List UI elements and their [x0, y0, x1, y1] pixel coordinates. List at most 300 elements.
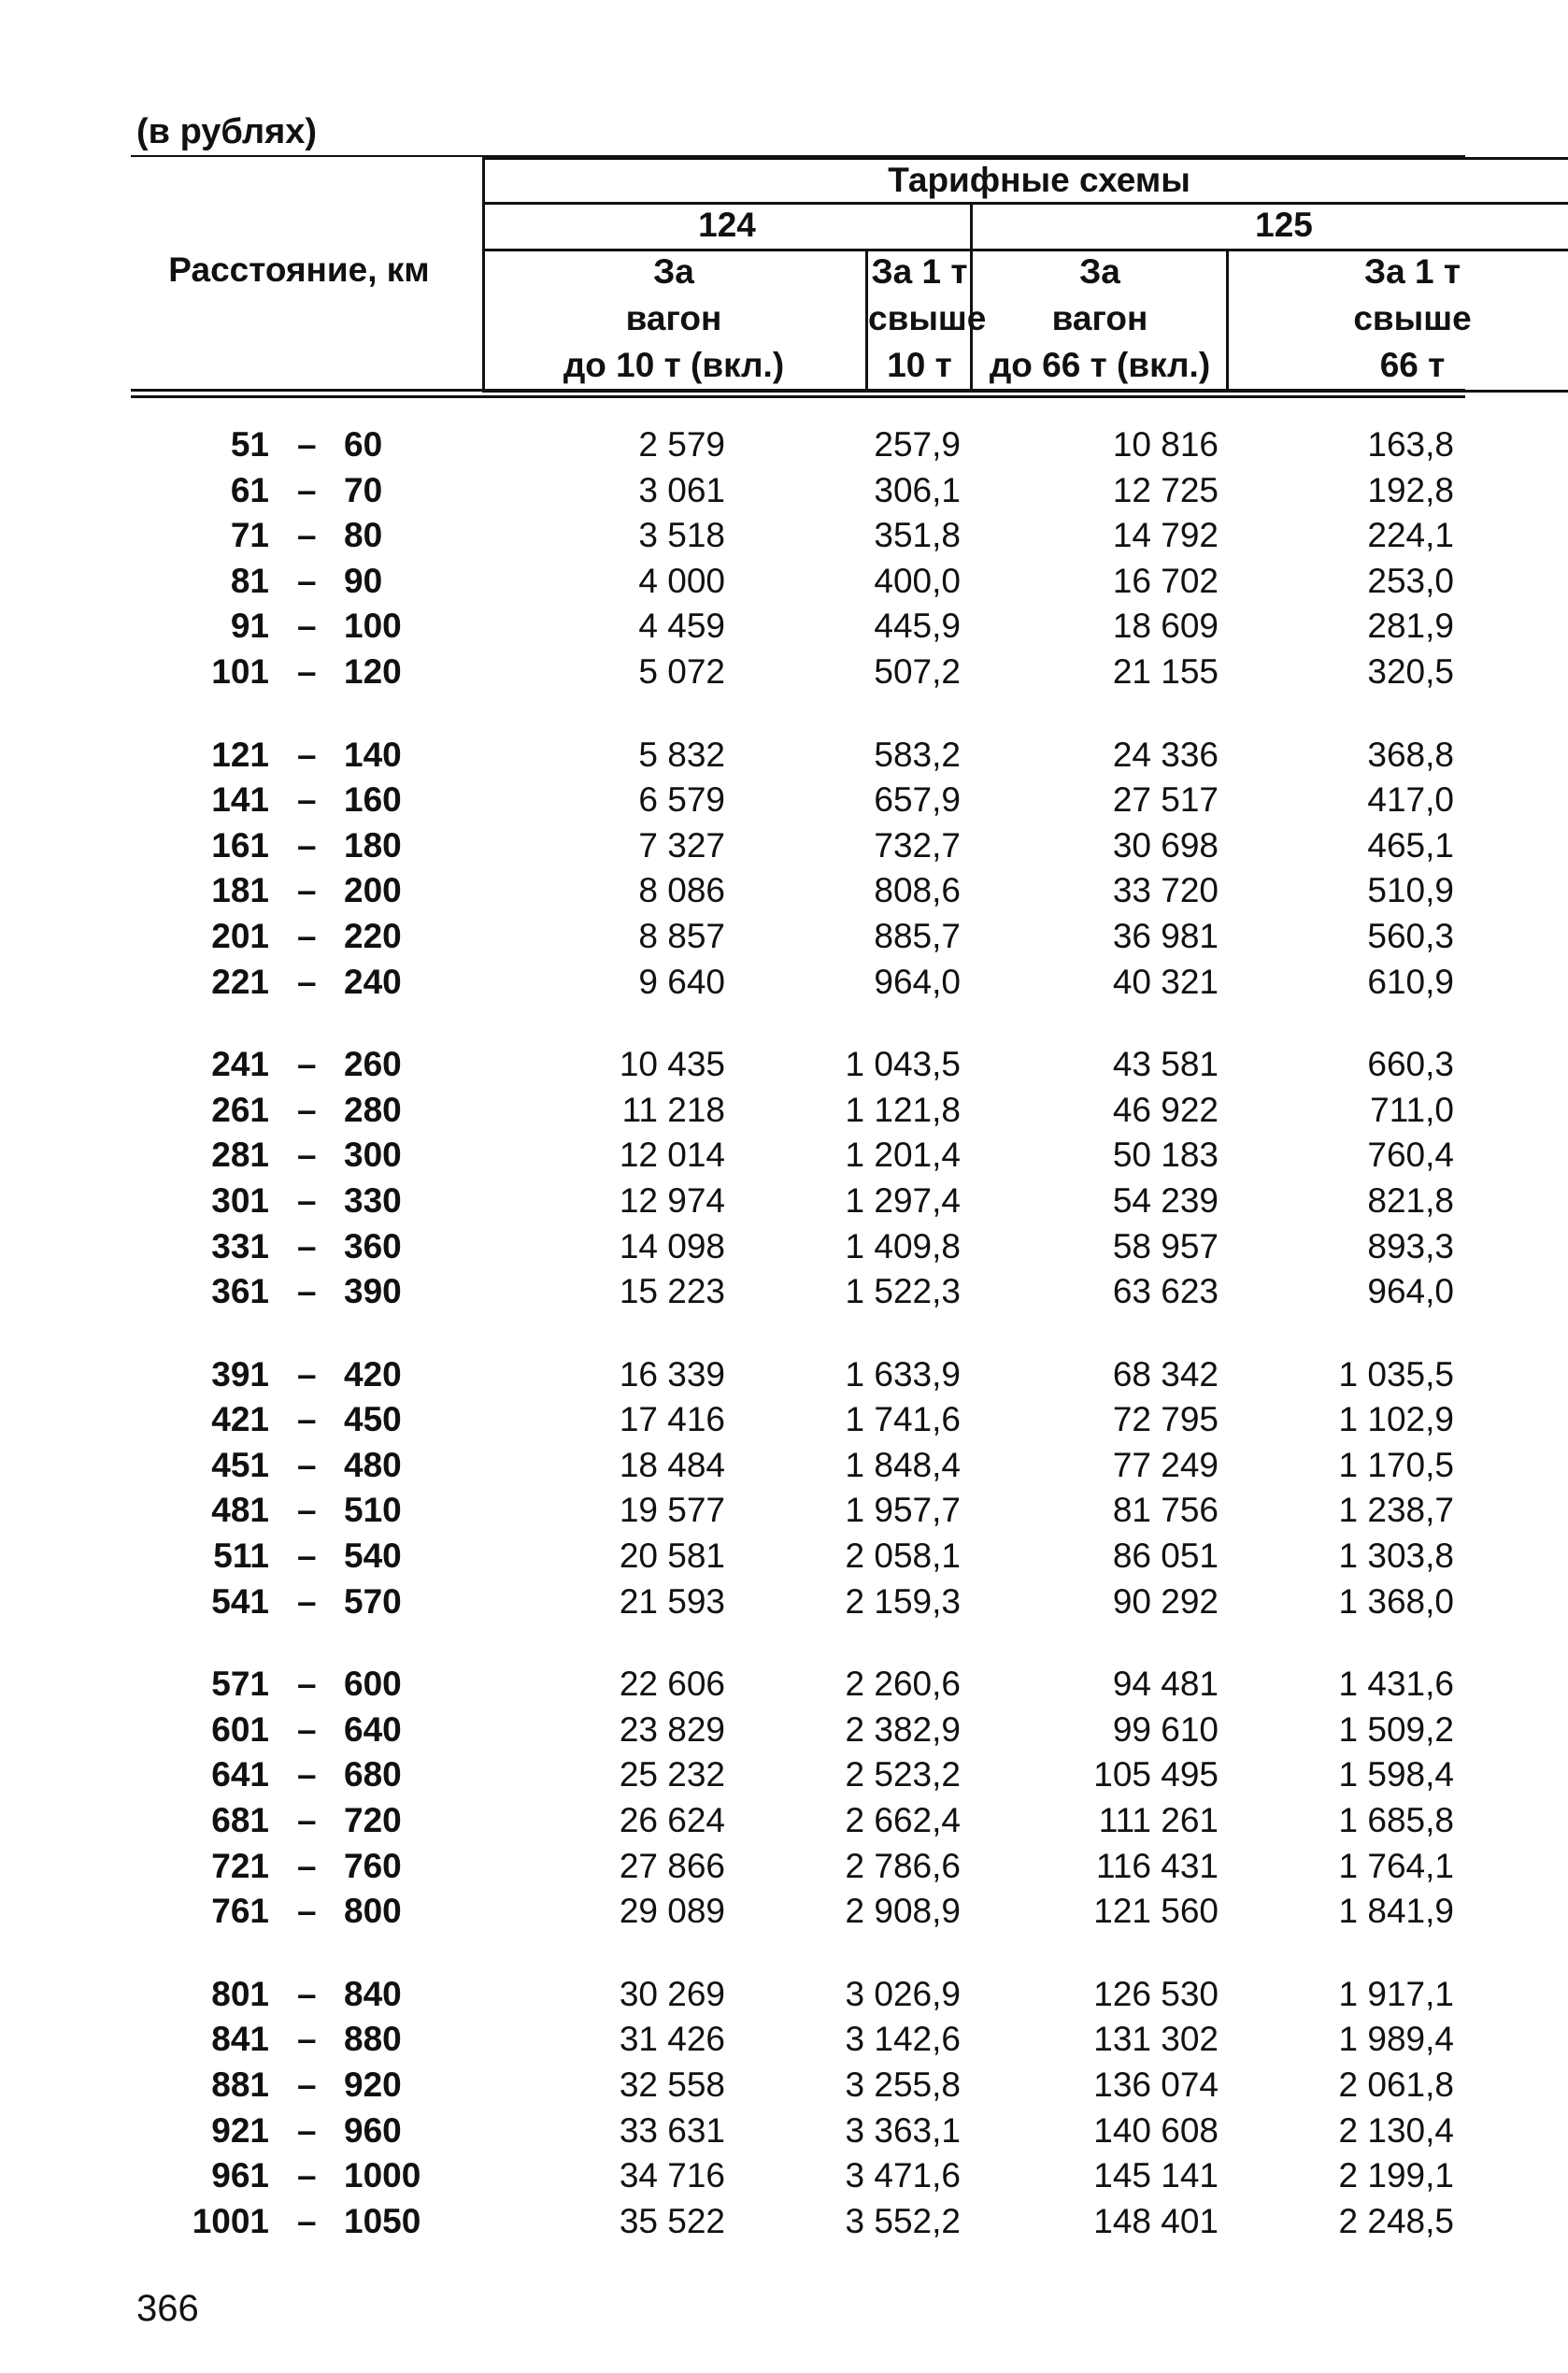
wagon-10t-cell: 35 522	[619, 2201, 725, 2240]
wagon-10t-cell: 8 086	[638, 871, 725, 910]
wagon-10t-cell: 19 577	[619, 1491, 725, 1530]
per-ton-over-66t-cell: 711,0	[1370, 1090, 1454, 1129]
range-to: 680	[344, 1755, 402, 1794]
range-from: 91	[230, 607, 269, 646]
row-group	[0, 1352, 1568, 1625]
wagon-66t-cell: 136 074	[1093, 2066, 1219, 2104]
col4-line2: свыше	[1353, 299, 1472, 337]
table-row	[0, 960, 1568, 1006]
range-to: 480	[344, 1445, 402, 1484]
per-ton-over-10t-cell: 306,1	[874, 470, 961, 509]
range-dash: –	[297, 825, 317, 865]
range-from: 511	[213, 1537, 269, 1576]
range-dash: –	[297, 470, 317, 509]
table-row	[0, 2063, 1568, 2109]
range-from: 541	[211, 1581, 269, 1621]
per-ton-over-66t-cell: 2 130,4	[1338, 2110, 1454, 2150]
per-ton-over-66t-cell: 224,1	[1367, 516, 1454, 555]
distance-header: Расстояние, км	[168, 250, 430, 289]
col4-line1: За 1 т	[1363, 252, 1461, 291]
wagon-10t-cell: 21 593	[619, 1581, 725, 1621]
per-ton-over-66t-cell: 821,8	[1367, 1180, 1454, 1220]
range-from: 51	[230, 425, 269, 464]
per-ton-over-10t-cell: 2 908,9	[845, 1892, 961, 1931]
range-dash: –	[297, 780, 317, 820]
range-dash: –	[297, 1090, 317, 1129]
range-dash: –	[297, 2020, 317, 2059]
range-from: 881	[211, 2066, 269, 2104]
wagon-66t-cell: 126 530	[1093, 1974, 1219, 2013]
per-ton-over-10t-cell: 1 848,4	[845, 1445, 961, 1484]
per-ton-over-10t-cell: 1 633,9	[845, 1354, 961, 1394]
range-to: 960	[344, 2110, 402, 2150]
per-ton-over-66t-cell: 1 102,9	[1338, 1400, 1454, 1439]
wagon-66t-cell: 27 517	[1112, 780, 1219, 820]
range-from: 1001	[192, 2201, 269, 2240]
per-ton-over-10t-cell: 808,6	[874, 871, 961, 910]
range-to: 840	[344, 1974, 402, 2013]
wagon-66t-cell: 14 792	[1112, 516, 1219, 555]
range-dash: –	[297, 1537, 317, 1576]
col3-line3: до 66 т (вкл.)	[989, 346, 1211, 384]
wagon-10t-cell: 4 000	[638, 561, 725, 600]
per-ton-over-10t-cell: 2 260,6	[845, 1665, 961, 1704]
wagon-10t-cell: 5 072	[638, 651, 725, 691]
range-dash: –	[297, 516, 317, 555]
wagon-10t-cell: 25 232	[619, 1755, 725, 1794]
table-row	[0, 650, 1568, 695]
wagon-66t-cell: 105 495	[1093, 1755, 1219, 1794]
range-from: 121	[211, 735, 269, 774]
range-to: 60	[344, 425, 383, 464]
table-row	[0, 1972, 1568, 2018]
per-ton-over-10t-cell: 1 409,8	[845, 1226, 961, 1265]
range-to: 160	[344, 780, 402, 820]
table-row	[0, 468, 1568, 514]
header-double-rule-1	[131, 389, 1465, 392]
per-ton-over-66t-cell: 1 989,4	[1338, 2020, 1454, 2059]
col1-line3: до 10 т (вкл.)	[563, 346, 785, 384]
table-row	[0, 1443, 1568, 1489]
range-dash: –	[297, 1180, 317, 1220]
per-ton-over-10t-cell: 732,7	[874, 825, 961, 865]
range-from: 221	[211, 962, 269, 1001]
per-ton-over-66t-cell: 1 509,2	[1338, 1709, 1454, 1749]
range-from: 241	[211, 1045, 269, 1084]
range-to: 300	[344, 1136, 402, 1175]
range-dash: –	[297, 1801, 317, 1840]
header-double-rule-2	[131, 395, 1465, 398]
range-from: 361	[211, 1272, 269, 1311]
per-ton-over-10t-cell: 3 471,6	[845, 2156, 961, 2195]
per-ton-over-66t-cell: 163,8	[1367, 425, 1454, 464]
range-dash: –	[297, 1755, 317, 1794]
range-dash: –	[297, 1226, 317, 1265]
per-ton-over-10t-cell: 964,0	[874, 962, 961, 1001]
per-ton-over-10t-cell: 351,8	[874, 516, 961, 555]
range-dash: –	[297, 2110, 317, 2150]
wagon-10t-cell: 26 624	[619, 1801, 725, 1840]
range-to: 80	[344, 516, 383, 555]
table-row	[0, 1397, 1568, 1443]
wagon-10t-cell: 2 579	[638, 425, 725, 464]
range-to: 800	[344, 1892, 402, 1931]
wagon-10t-cell: 30 269	[619, 1974, 725, 2013]
wagon-66t-cell: 94 481	[1112, 1665, 1219, 1704]
range-from: 391	[211, 1354, 269, 1394]
range-dash: –	[297, 1445, 317, 1484]
per-ton-over-10t-cell: 2 662,4	[845, 1801, 961, 1840]
range-from: 641	[211, 1755, 269, 1794]
range-to: 920	[344, 2066, 402, 2104]
per-ton-over-10t-cell: 1 957,7	[845, 1491, 961, 1530]
col1-line1: За	[653, 252, 694, 291]
wagon-10t-cell: 31 426	[619, 2020, 725, 2059]
range-dash: –	[297, 561, 317, 600]
per-ton-over-10t-cell: 657,9	[874, 780, 961, 820]
per-ton-over-66t-cell: 2 248,5	[1338, 2201, 1454, 2240]
wagon-10t-cell: 15 223	[619, 1272, 725, 1311]
range-from: 161	[211, 825, 269, 865]
wagon-10t-cell: 10 435	[619, 1045, 725, 1084]
col1-line2: вагон	[625, 299, 722, 337]
table-row	[0, 559, 1568, 605]
range-to: 90	[344, 561, 383, 600]
range-from: 301	[211, 1180, 269, 1220]
wagon-10t-cell: 7 327	[638, 825, 725, 865]
row-group	[0, 1972, 1568, 2245]
schemes-title: Тарифные схемы	[888, 161, 1190, 199]
per-ton-over-66t-cell: 610,9	[1367, 962, 1454, 1001]
per-ton-over-66t-cell: 192,8	[1367, 470, 1454, 509]
wagon-10t-cell: 3 061	[638, 470, 725, 509]
wagon-10t-cell: 14 098	[619, 1226, 725, 1265]
per-ton-over-66t-cell: 760,4	[1367, 1136, 1454, 1175]
col3-line1: За	[1079, 252, 1120, 291]
per-ton-over-66t-cell: 510,9	[1367, 871, 1454, 910]
table-row	[0, 2017, 1568, 2063]
range-dash: –	[297, 1136, 317, 1175]
range-dash: –	[297, 1846, 317, 1885]
per-ton-over-10t-cell: 1 201,4	[845, 1136, 961, 1175]
per-ton-over-66t-cell: 2 199,1	[1338, 2156, 1454, 2195]
range-to: 760	[344, 1846, 402, 1885]
range-to: 640	[344, 1709, 402, 1749]
range-dash: –	[297, 1354, 317, 1394]
range-to: 720	[344, 1801, 402, 1840]
range-from: 141	[211, 780, 269, 820]
range-from: 201	[211, 916, 269, 955]
wagon-10t-cell: 6 579	[638, 780, 725, 820]
wagon-66t-cell: 121 560	[1093, 1892, 1219, 1931]
per-ton-over-66t-cell: 281,9	[1367, 607, 1454, 646]
range-from: 61	[230, 470, 269, 509]
per-ton-over-10t-cell: 507,2	[874, 651, 961, 691]
wagon-10t-cell: 33 631	[619, 2110, 725, 2150]
range-from: 71	[230, 516, 269, 555]
row-group	[0, 733, 1568, 1006]
wagon-66t-cell: 90 292	[1112, 1581, 1219, 1621]
wagon-10t-cell: 32 558	[619, 2066, 725, 2104]
range-from: 801	[211, 1974, 269, 2013]
range-to: 540	[344, 1537, 402, 1576]
range-dash: –	[297, 1491, 317, 1530]
range-dash: –	[297, 1400, 317, 1439]
wagon-66t-cell: 40 321	[1112, 962, 1219, 1001]
per-ton-over-66t-cell: 1 764,1	[1338, 1846, 1454, 1885]
per-ton-over-10t-cell: 1 297,4	[845, 1180, 961, 1220]
per-ton-over-10t-cell: 2 382,9	[845, 1709, 961, 1749]
per-ton-over-10t-cell: 1 522,3	[845, 1272, 961, 1311]
wagon-66t-cell: 10 816	[1112, 425, 1219, 464]
wagon-66t-cell: 16 702	[1112, 561, 1219, 600]
wagon-66t-cell: 86 051	[1112, 1537, 1219, 1576]
table-header	[131, 155, 1472, 394]
col2-line1: За 1 т	[871, 252, 968, 291]
per-ton-over-10t-cell: 2 523,2	[845, 1755, 961, 1794]
table-row	[0, 1889, 1568, 1935]
wagon-66t-cell: 46 922	[1112, 1090, 1219, 1129]
range-to: 330	[344, 1180, 402, 1220]
per-ton-over-66t-cell: 1 598,4	[1338, 1755, 1454, 1794]
col2-line2: свыше	[868, 299, 987, 337]
range-to: 360	[344, 1226, 402, 1265]
wagon-66t-cell: 116 431	[1096, 1846, 1219, 1885]
wagon-66t-cell: 12 725	[1112, 470, 1219, 509]
range-to: 280	[344, 1090, 402, 1129]
range-to: 200	[344, 871, 402, 910]
wagon-10t-cell: 27 866	[619, 1846, 725, 1885]
range-dash: –	[297, 916, 317, 955]
wagon-66t-cell: 18 609	[1112, 607, 1219, 646]
table-row	[0, 1844, 1568, 1890]
range-from: 721	[211, 1846, 269, 1885]
range-from: 681	[211, 1801, 269, 1840]
range-to: 260	[344, 1045, 402, 1084]
table-row	[0, 914, 1568, 960]
row-group	[0, 422, 1568, 695]
wagon-66t-cell: 50 183	[1112, 1136, 1219, 1175]
wagon-10t-cell: 3 518	[638, 516, 725, 555]
range-to: 100	[344, 607, 402, 646]
table-row	[0, 1042, 1568, 1088]
per-ton-over-10t-cell: 257,9	[874, 425, 961, 464]
wagon-10t-cell: 9 640	[638, 962, 725, 1001]
wagon-10t-cell: 23 829	[619, 1709, 725, 1749]
per-ton-over-10t-cell: 885,7	[874, 916, 961, 955]
scheme-124-label: 124	[698, 206, 756, 244]
per-ton-over-66t-cell: 465,1	[1367, 825, 1454, 865]
wagon-66t-cell: 54 239	[1112, 1180, 1219, 1220]
wagon-10t-cell: 29 089	[619, 1892, 725, 1931]
page-number: 366	[136, 2288, 199, 2329]
table-row	[0, 1580, 1568, 1625]
range-from: 921	[211, 2110, 269, 2150]
range-dash: –	[297, 607, 317, 646]
range-to: 510	[344, 1491, 402, 1530]
range-to: 600	[344, 1665, 402, 1704]
per-ton-over-10t-cell: 1 121,8	[845, 1090, 961, 1129]
table-row	[0, 604, 1568, 650]
range-to: 570	[344, 1581, 402, 1621]
wagon-10t-cell: 20 581	[619, 1537, 725, 1576]
range-dash: –	[297, 651, 317, 691]
table-row	[0, 2153, 1568, 2199]
table-row	[0, 2199, 1568, 2245]
col4-header	[1229, 249, 1568, 389]
table-row	[0, 1179, 1568, 1224]
scheme-125-label: 125	[1255, 206, 1313, 244]
table-row	[0, 1488, 1568, 1534]
wagon-66t-cell: 77 249	[1112, 1445, 1219, 1484]
per-ton-over-66t-cell: 1 170,5	[1338, 1445, 1454, 1484]
table-row	[0, 513, 1568, 559]
per-ton-over-66t-cell: 660,3	[1367, 1045, 1454, 1084]
table-row	[0, 823, 1568, 869]
table-row	[0, 422, 1568, 468]
range-to: 1050	[344, 2201, 421, 2240]
range-to: 450	[344, 1400, 402, 1439]
table-row	[0, 1752, 1568, 1798]
per-ton-over-66t-cell: 253,0	[1367, 561, 1454, 600]
per-ton-over-10t-cell: 1 043,5	[845, 1045, 961, 1084]
wagon-10t-cell: 12 014	[619, 1136, 725, 1175]
table-row	[0, 1798, 1568, 1844]
per-ton-over-10t-cell: 3 142,6	[845, 2020, 961, 2059]
wagon-10t-cell: 16 339	[619, 1354, 725, 1394]
wagon-10t-cell: 4 459	[638, 607, 725, 646]
range-to: 240	[344, 962, 402, 1001]
per-ton-over-66t-cell: 560,3	[1367, 916, 1454, 955]
per-ton-over-10t-cell: 3 363,1	[845, 2110, 961, 2150]
table-row	[0, 733, 1568, 779]
row-group	[0, 1662, 1568, 1935]
per-ton-over-66t-cell: 2 061,8	[1338, 2066, 1454, 2104]
range-dash: –	[297, 1709, 317, 1749]
row-group	[0, 1042, 1568, 1315]
table-row	[0, 1534, 1568, 1580]
per-ton-over-66t-cell: 1 917,1	[1338, 1974, 1454, 2013]
range-from: 181	[211, 871, 269, 910]
per-ton-over-10t-cell: 2 159,3	[845, 1581, 961, 1621]
table-row	[0, 778, 1568, 823]
wagon-10t-cell: 8 857	[638, 916, 725, 955]
range-dash: –	[297, 2201, 317, 2240]
wagon-66t-cell: 63 623	[1112, 1272, 1219, 1311]
range-to: 420	[344, 1354, 402, 1394]
col1-header	[482, 249, 865, 389]
per-ton-over-10t-cell: 3 026,9	[845, 1974, 961, 2013]
range-to: 1000	[344, 2156, 421, 2195]
range-dash: –	[297, 1665, 317, 1704]
wagon-66t-cell: 140 608	[1093, 2110, 1219, 2150]
per-ton-over-66t-cell: 893,3	[1367, 1226, 1454, 1265]
per-ton-over-10t-cell: 3 552,2	[845, 2201, 961, 2240]
table-row	[0, 1133, 1568, 1179]
range-to: 180	[344, 825, 402, 865]
wagon-66t-cell: 111 261	[1098, 1801, 1219, 1840]
col4-line3: 66 т	[1379, 346, 1446, 384]
range-dash: –	[297, 735, 317, 774]
range-dash: –	[297, 1974, 317, 2013]
wagon-66t-cell: 99 610	[1112, 1709, 1219, 1749]
wagon-66t-cell: 36 981	[1112, 916, 1219, 955]
table-row	[0, 1662, 1568, 1708]
per-ton-over-66t-cell: 1 685,8	[1338, 1801, 1454, 1840]
per-ton-over-10t-cell: 2 786,6	[845, 1846, 961, 1885]
range-to: 70	[344, 470, 383, 509]
table-row	[0, 1352, 1568, 1398]
range-dash: –	[297, 2066, 317, 2104]
range-dash: –	[297, 1045, 317, 1084]
per-ton-over-10t-cell: 1 741,6	[845, 1400, 961, 1439]
table-row	[0, 1269, 1568, 1315]
range-to: 880	[344, 2020, 402, 2059]
wagon-66t-cell: 58 957	[1112, 1226, 1219, 1265]
per-ton-over-10t-cell: 2 058,1	[845, 1537, 961, 1576]
wagon-66t-cell: 33 720	[1112, 871, 1219, 910]
table-row	[0, 1088, 1568, 1134]
col2-header	[868, 249, 987, 389]
per-ton-over-10t-cell: 583,2	[874, 735, 961, 774]
per-ton-over-10t-cell: 3 255,8	[845, 2066, 961, 2104]
wagon-66t-cell: 131 302	[1093, 2020, 1219, 2059]
wagon-10t-cell: 18 484	[619, 1445, 725, 1484]
wagon-10t-cell: 17 416	[619, 1400, 725, 1439]
per-ton-over-10t-cell: 445,9	[874, 607, 961, 646]
range-from: 331	[211, 1226, 269, 1265]
range-dash: –	[297, 962, 317, 1001]
range-from: 81	[230, 561, 269, 600]
per-ton-over-66t-cell: 417,0	[1367, 780, 1454, 820]
per-ton-over-66t-cell: 1 238,7	[1338, 1491, 1454, 1530]
range-from: 281	[211, 1136, 269, 1175]
wagon-66t-cell: 43 581	[1112, 1045, 1219, 1084]
wagon-10t-cell: 12 974	[619, 1180, 725, 1220]
range-dash: –	[297, 871, 317, 910]
per-ton-over-66t-cell: 1 303,8	[1338, 1537, 1454, 1576]
wagon-66t-cell: 72 795	[1112, 1400, 1219, 1439]
range-from: 261	[211, 1090, 269, 1129]
range-from: 451	[211, 1445, 269, 1484]
range-to: 120	[344, 651, 402, 691]
col2-line3: 10 т	[887, 346, 952, 384]
range-dash: –	[297, 2156, 317, 2195]
range-from: 101	[211, 651, 269, 691]
range-from: 761	[211, 1892, 269, 1931]
range-from: 601	[211, 1709, 269, 1749]
wagon-10t-cell: 22 606	[619, 1665, 725, 1704]
table-row	[0, 868, 1568, 914]
per-ton-over-10t-cell: 400,0	[874, 561, 961, 600]
per-ton-over-66t-cell: 1 368,0	[1338, 1581, 1454, 1621]
wagon-66t-cell: 148 401	[1093, 2201, 1219, 2240]
wagon-66t-cell: 30 698	[1112, 825, 1219, 865]
per-ton-over-66t-cell: 1 035,5	[1338, 1354, 1454, 1394]
range-dash: –	[297, 1581, 317, 1621]
per-ton-over-66t-cell: 1 841,9	[1338, 1892, 1454, 1931]
range-from: 481	[211, 1491, 269, 1530]
wagon-66t-cell: 68 342	[1112, 1354, 1219, 1394]
col3-header	[973, 249, 1227, 389]
wagon-10t-cell: 5 832	[638, 735, 725, 774]
per-ton-over-66t-cell: 320,5	[1367, 651, 1454, 691]
table-body	[0, 422, 1568, 2281]
col3-line2: вагон	[1051, 299, 1148, 337]
wagon-66t-cell: 21 155	[1112, 651, 1219, 691]
per-ton-over-66t-cell: 964,0	[1367, 1272, 1454, 1311]
range-to: 140	[344, 735, 402, 774]
